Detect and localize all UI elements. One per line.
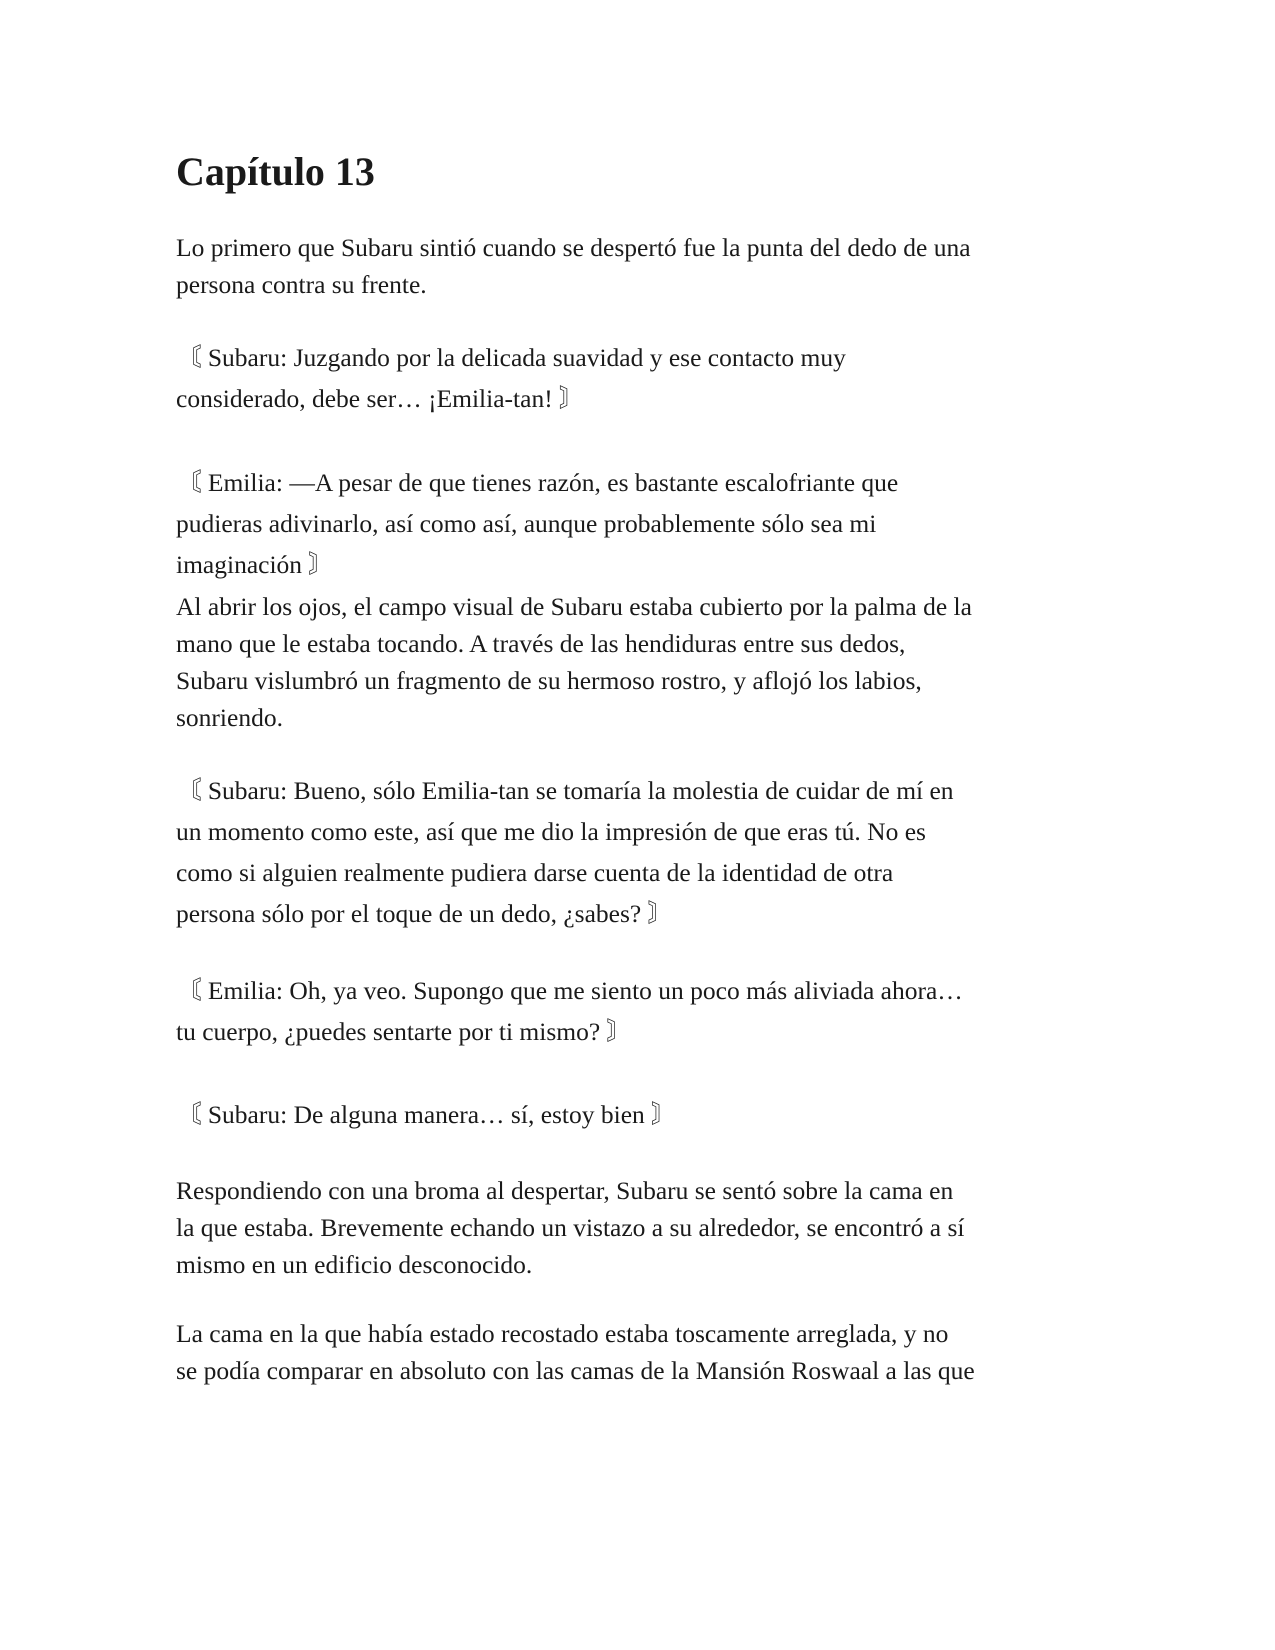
text-line: pudieras adivinarlo, así como así, aunque probablemente sólo sea mi bbox=[176, 509, 877, 538]
text-line: Al abrir los ojos, el campo visual de Subaru estaba cubierto por la palma de la bbox=[176, 592, 972, 621]
paragraph-narration bbox=[176, 229, 971, 303]
text-line: Respondiendo con una broma al despertar, Subaru se sentó sobre la cama en bbox=[176, 1176, 954, 1205]
text-line: 〘 Emilia: —A pesar de que tienes razón, es bastante escalofriante que bbox=[176, 468, 899, 497]
text-line: 〘 Subaru: Bueno, sólo Emilia-tan se tomaría la molestia de cuidar de mí en bbox=[176, 776, 954, 805]
paragraph-dialogue bbox=[176, 770, 954, 934]
text-line: 〘 Subaru: Juzgando por la delicada suavidad y ese contacto muy bbox=[176, 343, 846, 372]
paragraph-narration bbox=[176, 1172, 964, 1283]
text-line: imaginación 〙 bbox=[176, 550, 334, 579]
text-line: sonriendo. bbox=[176, 703, 283, 732]
text-line: mismo en un edificio desconocido. bbox=[176, 1250, 533, 1279]
text-line: persona sólo por el toque de un dedo, ¿sabes? 〙 bbox=[176, 899, 674, 928]
text-line: La cama en la que había estado recostado estaba toscamente arreglada, y no bbox=[176, 1319, 949, 1348]
paragraph-narration bbox=[176, 1315, 975, 1389]
text-line: considerado, debe ser… ¡Emilia-tan! 〙 bbox=[176, 384, 585, 413]
paragraph-dialogue bbox=[176, 970, 963, 1052]
text-line: como si alguien realmente pudiera darse cuenta de la identidad de otra bbox=[176, 858, 894, 887]
text-line: persona contra su frente. bbox=[176, 270, 427, 299]
text-line: 〘 Subaru: De alguna manera… sí, estoy bien 〙 bbox=[176, 1100, 677, 1129]
paragraph-dialogue bbox=[176, 462, 898, 585]
text-line: Lo primero que Subaru sintió cuando se despertó fue la punta del dedo de una bbox=[176, 233, 971, 262]
text-line: tu cuerpo, ¿puedes sentarte por ti mismo? 〙 bbox=[176, 1017, 633, 1046]
chapter-title: Capítulo 13 bbox=[176, 149, 375, 194]
text-line: mano que le estaba tocando. A través de las hendiduras entre sus dedos, bbox=[176, 629, 906, 658]
text-line: 〘 Emilia: Oh, ya veo. Supongo que me siento un poco más aliviada ahora… bbox=[176, 976, 963, 1005]
text-line: un momento como este, así que me dio la impresión de que eras tú. No es bbox=[176, 817, 926, 846]
text-line: Subaru vislumbró un fragmento de su hermoso rostro, y aflojó los labios, bbox=[176, 666, 922, 695]
paragraph-dialogue bbox=[176, 1094, 677, 1135]
text-line: se podía comparar en absoluto con las camas de la Mansión Roswaal a las que bbox=[176, 1356, 975, 1385]
text-line: la que estaba. Brevemente echando un vistazo a su alrededor, se encontró a sí bbox=[176, 1213, 965, 1242]
paragraph-dialogue bbox=[176, 337, 846, 419]
paragraph-narration bbox=[176, 588, 972, 736]
